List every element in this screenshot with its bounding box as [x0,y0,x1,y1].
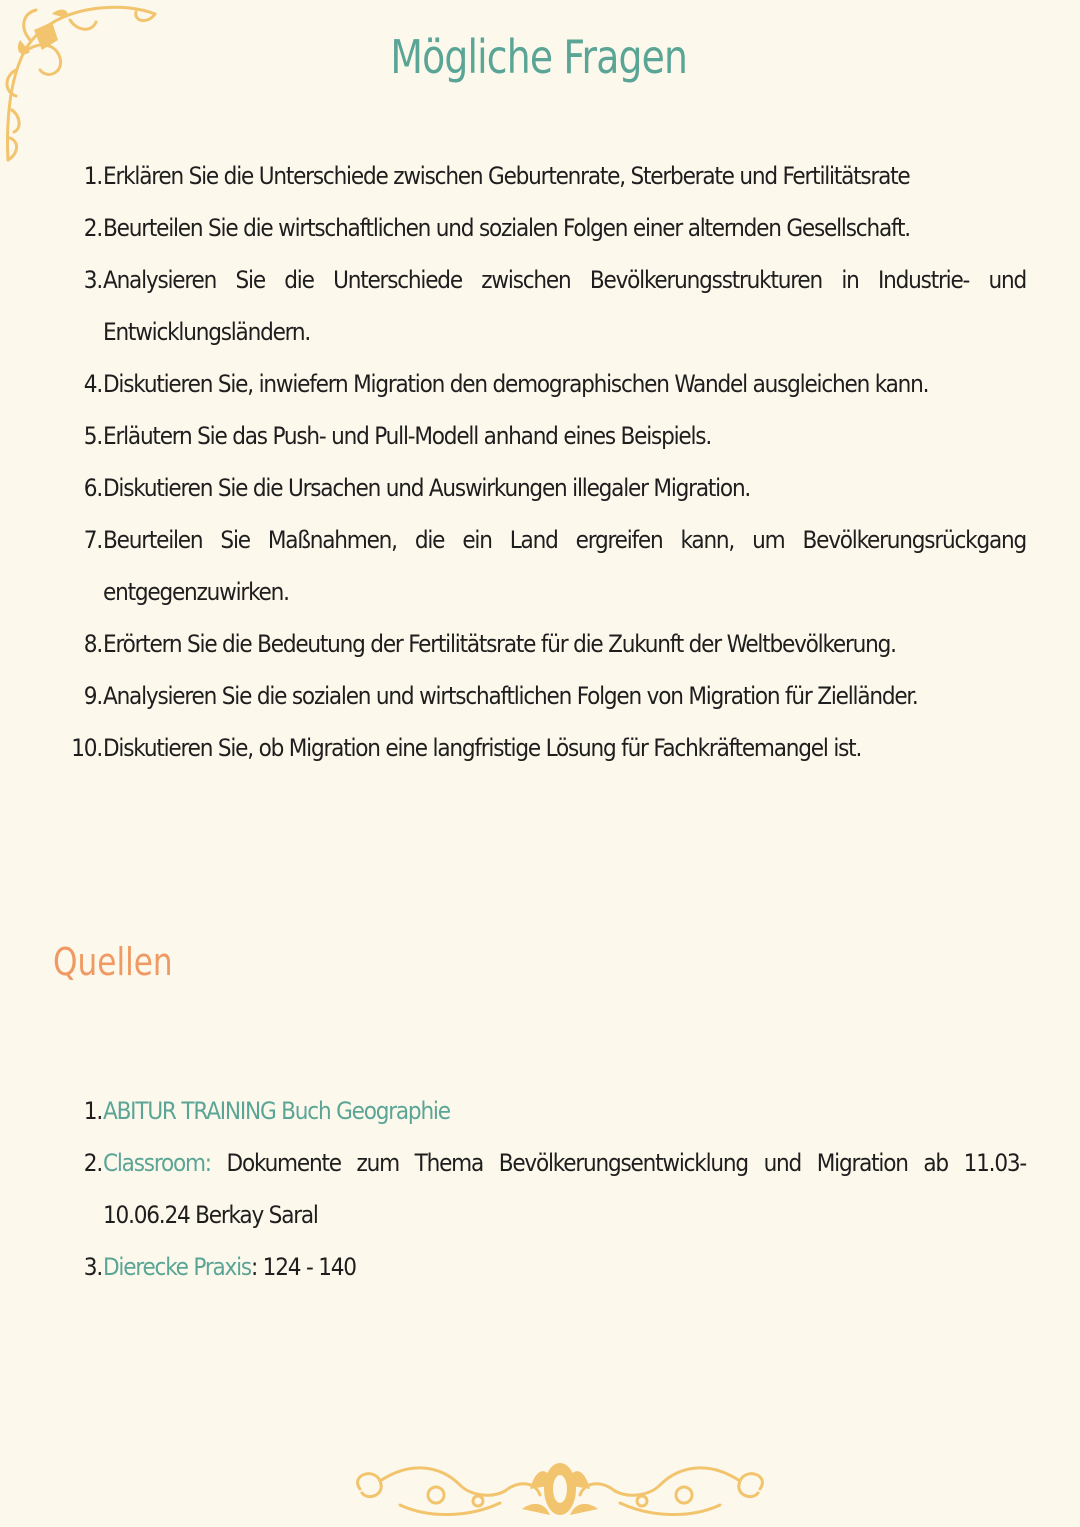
source-detail: : 124 - 140 [250,1253,356,1281]
item-number: 1. [83,162,102,190]
list-item [0,1241,1080,1293]
source-title-link[interactable]: Classroom: [103,1149,211,1177]
item-text [103,1085,1026,1137]
list-item [0,150,1080,202]
item-text: Diskutieren Sie die Ursachen und Auswirkungen illegaler Migration. [103,474,751,502]
item-text: Erörtern Sie die Bedeutung der Fertilitätsrate für die Zukunft der Weltbevölkerung. [103,630,896,658]
item-number: 4. [83,370,102,398]
list-item [0,618,1080,670]
item-number: 6. [83,474,102,502]
item-text: Erklären Sie die Unterschiede zwischen Geburtenrate, Sterberate und Fertilitätsrate [103,162,910,190]
item-text: Beurteilen Sie die wirtschaftlichen und sozialen Folgen einer alternden Gesellschaft. [103,214,910,242]
item-number: 5. [83,422,102,450]
item-number: 3. [83,266,102,294]
item-text: Beurteilen Sie Maßnahmen, die ein Land ergreifen kann, um Bevölkerungsrückgang entgegenzuwirken. [103,526,1026,606]
item-number: 9. [83,682,102,710]
item-text: Diskutieren Sie, ob Migration eine langfristige Lösung für Fachkräftemangel ist. [103,734,862,762]
item-text: Analysieren Sie die sozialen und wirtschaftlichen Folgen von Migration für Zielländer. [103,682,918,710]
list-item [0,1137,1080,1241]
bottom-ornament [340,1455,780,1527]
sources-list [0,1085,1080,1293]
questions-list [0,150,1080,774]
item-number: 8. [83,630,102,658]
sources-title: Quellen [53,940,173,984]
item-text [103,1137,1026,1241]
item-number: 2. [83,1149,102,1177]
source-title-link[interactable]: Dierecke Praxis [103,1253,251,1281]
list-item [0,670,1080,722]
item-text: Diskutieren Sie, inwiefern Migration den demographischen Wandel ausgleichen kann. [103,370,929,398]
source-detail: Dokumente zum Thema Bevölkerungsentwicklung und Migration ab 11.03-10.06.24 Berkay Saral [103,1149,1026,1229]
item-number: 3. [83,1253,102,1281]
list-item [0,410,1080,462]
item-number: 7. [83,526,102,554]
item-number: 2. [83,214,102,242]
item-number: 1. [83,1097,102,1125]
list-item [0,514,1080,618]
item-text [103,1241,1026,1293]
list-item [0,254,1080,358]
item-text: Erläutern Sie das Push- und Pull-Modell anhand eines Beispiels. [103,422,711,450]
list-item [0,1085,1080,1137]
list-item [0,722,1080,774]
page-title: Mögliche Fragen [390,30,688,84]
item-number: 10. [71,734,102,762]
list-item [0,202,1080,254]
item-text: Analysieren Sie die Unterschiede zwischen Bevölkerungsstrukturen in Industrie- und Entwicklungsländern. [103,266,1026,346]
list-item [0,462,1080,514]
source-title-link[interactable]: ABITUR TRAINING Buch Geographie [103,1097,450,1125]
list-item [0,358,1080,410]
